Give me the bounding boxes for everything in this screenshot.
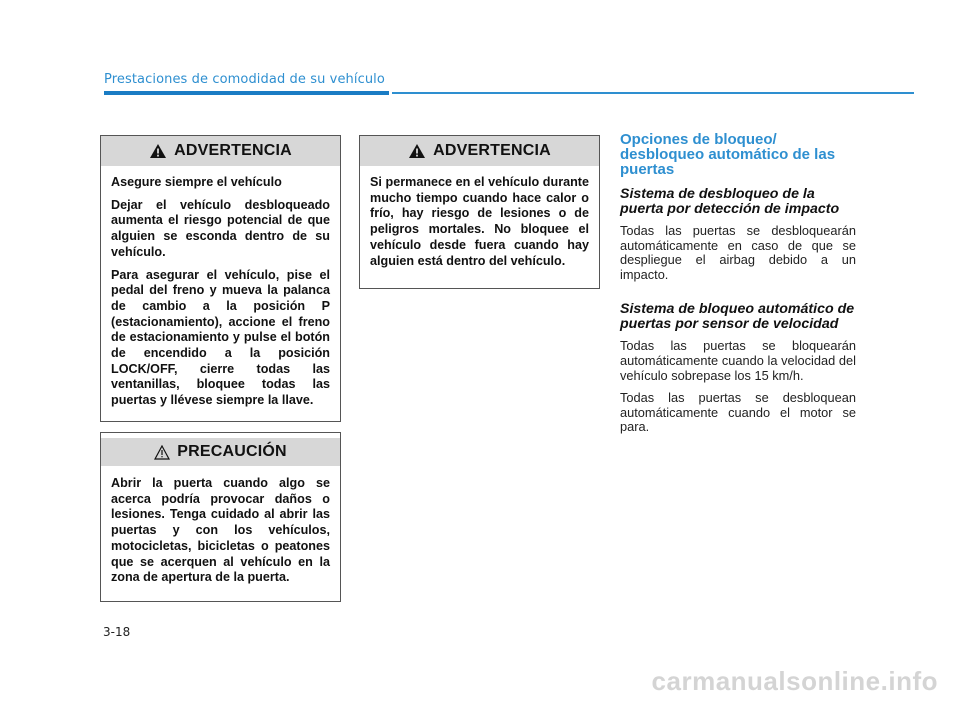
subsection-paragraph: Todas las puertas se desbloquean automáticamente cuando el motor se para.	[620, 390, 856, 435]
warning-triangle-icon	[149, 143, 167, 159]
warning-box-left	[100, 135, 341, 422]
warning-paragraph: Si permanece en el vehículo durante mucho tiempo cuando hace calor o frío, hay riesgo de lesiones o de peligros mortales. No bloquee el vehículo desde fuera cuando hay alguien está dentro del vehículo.	[370, 175, 589, 268]
warning-paragraph: Asegure siempre el vehículo	[111, 175, 282, 189]
warning-box-middle-header	[360, 136, 599, 166]
subsection-title-impact-unlock: Sistema de desbloqueo de la puerta por detección de impacto	[620, 186, 840, 217]
warning-paragraph: Dejar el vehículo desbloqueado aumenta el riesgo potencial de que alguien se esconda dentro de su vehículo.	[111, 197, 330, 259]
header-rule-light	[392, 92, 914, 94]
watermark: carmanualsonline.info	[651, 666, 938, 696]
warning-box-middle	[359, 135, 600, 289]
warning-heading: ADVERTENCIA	[433, 142, 551, 159]
warning-box-left-header	[101, 136, 340, 166]
subsection-paragraph: Todas las puertas se bloquearán automáticamente cuando la velocidad del vehículo sobrepase los 15 km/h.	[620, 338, 856, 383]
caution-heading: PRECAUCIÓN	[177, 443, 287, 460]
subsection-title-speed-lock: Sistema de bloqueo automático de puertas por sensor de velocidad	[620, 301, 855, 332]
subsection-paragraph: Todas las puertas se desbloquearán automáticamente en caso de que se despliegue el airbag debido a un impacto.	[620, 223, 856, 282]
caution-box-header	[101, 438, 340, 466]
warning-heading: ADVERTENCIA	[174, 142, 292, 159]
warning-triangle-icon	[408, 143, 426, 159]
section-header-title: Prestaciones de comodidad de su vehículo	[104, 72, 385, 87]
auto-lock-section	[620, 132, 856, 443]
caution-box	[100, 432, 341, 602]
section-title: Opciones de bloqueo/ desbloqueo automático de las puertas	[620, 131, 836, 178]
caution-triangle-icon	[154, 445, 170, 460]
warning-paragraph: Para asegurar el vehículo, pise el pedal del freno y mueva la palanca de cambio a la posición P (estacionamiento), accione el freno de estacionamiento y pulse el botón de encendido a la posición LOCK/OFF, cierre todas las ventanillas, bloquee todas las puertas y llévese siempre la llave.	[111, 267, 330, 408]
page-number: 3-18	[103, 625, 131, 639]
caution-paragraph: Abrir la puerta cuando algo se acerca podría provocar daños o lesiones. Tenga cuidado al abrir las puertas y con los vehículos, motocicletas, bicicletas o peatones que se acerquen al vehículo en la zona de apertura de la puerta.	[111, 476, 330, 585]
header-rule-dark	[104, 91, 389, 95]
